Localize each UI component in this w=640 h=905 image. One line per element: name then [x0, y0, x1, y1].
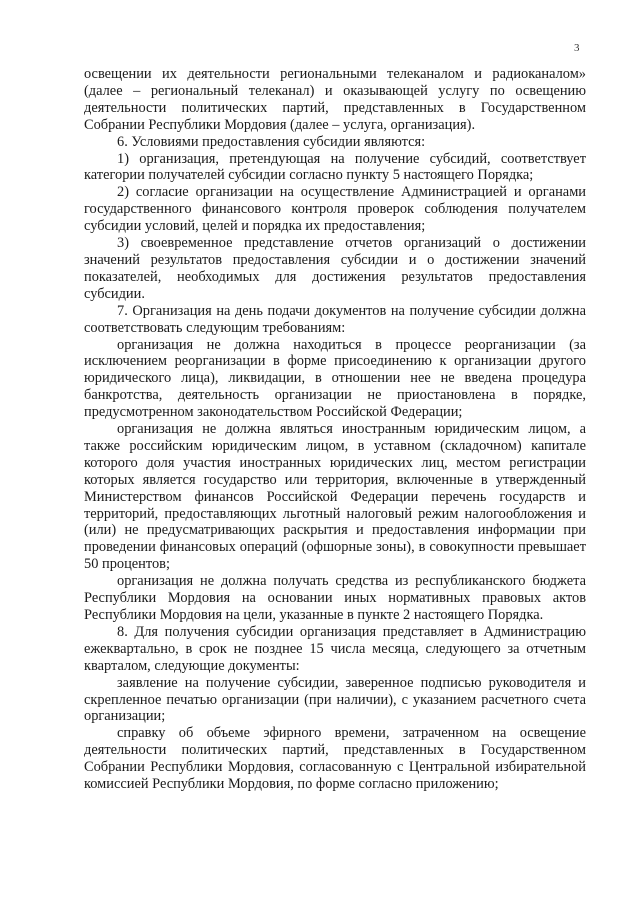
- paragraph-8-document-2: справку об объеме эфирного времени, затраченном на освещение деятельности политических партий, представленных в Государственном Собрании Республики Мордовия, согласованную с Центральной избирательной комиссией Республики Мордовия, по форме согласно приложению;: [84, 725, 586, 793]
- paragraph-intro-continuation: освещении их деятельности региональными телеканалом и радиоканалом» (далее – региональный телеканал) и оказывающей услугу по освещению деятельности политических партий, представленных в Государственном Собрании Республики Мордовия (далее – услуга, организация).: [84, 66, 586, 133]
- page-number: 3: [574, 42, 580, 54]
- paragraph-7-requirement-1: организация не должна находиться в процессе реорганизации (за исключением реорганизации в форме присоединению к организации другого юридического лица), ликвидации, в отношении нее не введена процедура банкротства, деятельность организации не приостановлена в порядке, предусмотренном законодательством Российской Федерации;: [84, 336, 586, 421]
- paragraph-7-requirement-3: организация не должна получать средства из республиканского бюджета Республики Мордовия на основании иных нормативных правовых актов Республики Мордовия на цели, указанные в пункте 2 настоящего Порядка.: [84, 573, 586, 623]
- paragraph-6-item-1: 1) организация, претендующая на получение субсидий, соответствует категории получателей субсидии согласно пункту 5 настоящего Порядка;: [84, 150, 586, 184]
- document-body: [84, 66, 586, 793]
- paragraph-6-heading: 6. Условиями предоставления субсидии являются:: [117, 133, 426, 150]
- paragraph-8-document-1: заявление на получение субсидии, заверенное подписью руководителя и скрепленное печатью организации (при наличии), с указанием расчетного счета организации;: [84, 674, 586, 725]
- paragraph-8-heading: 8. Для получения субсидии организация представляет в Администрацию ежеквартально, в срок не позднее 15 числа месяца, следующего за отчетным кварталом, следующие документы:: [84, 623, 586, 674]
- paragraph-7-requirement-2: организация не должна являться иностранным юридическим лицом, а также российским юридическим лицом, в уставном (складочном) капитале которого доля участия иностранных юридических лиц, местом регистрации которых является государство или территория, включенные в утвержденный Министерством финансов Российской Федерации перечень государств и территорий, предоставляющих льготный налоговый режим налогообложения и (или) не предусматривающих раскрытия и предоставления информации при проведении финансовых операций (офшорные зоны), в совокупности превышает 50 процентов;: [84, 421, 586, 573]
- paragraph-7-heading: 7. Организация на день подачи документов на получение субсидии должна соответствовать следующим требованиям:: [84, 302, 586, 336]
- paragraph-6-item-3: 3) своевременное представление отчетов организаций о достижении значений результатов предоставления субсидии и о достижении значений показателей, необходимых для достижения результатов предоставления субсидии.: [84, 235, 586, 302]
- paragraph-6-item-2: 2) согласие организации на осуществление Администрацией и органами государственного финансового контроля проверок соблюдения получателем субсидии условий, целей и порядка их предоставления;: [84, 184, 586, 235]
